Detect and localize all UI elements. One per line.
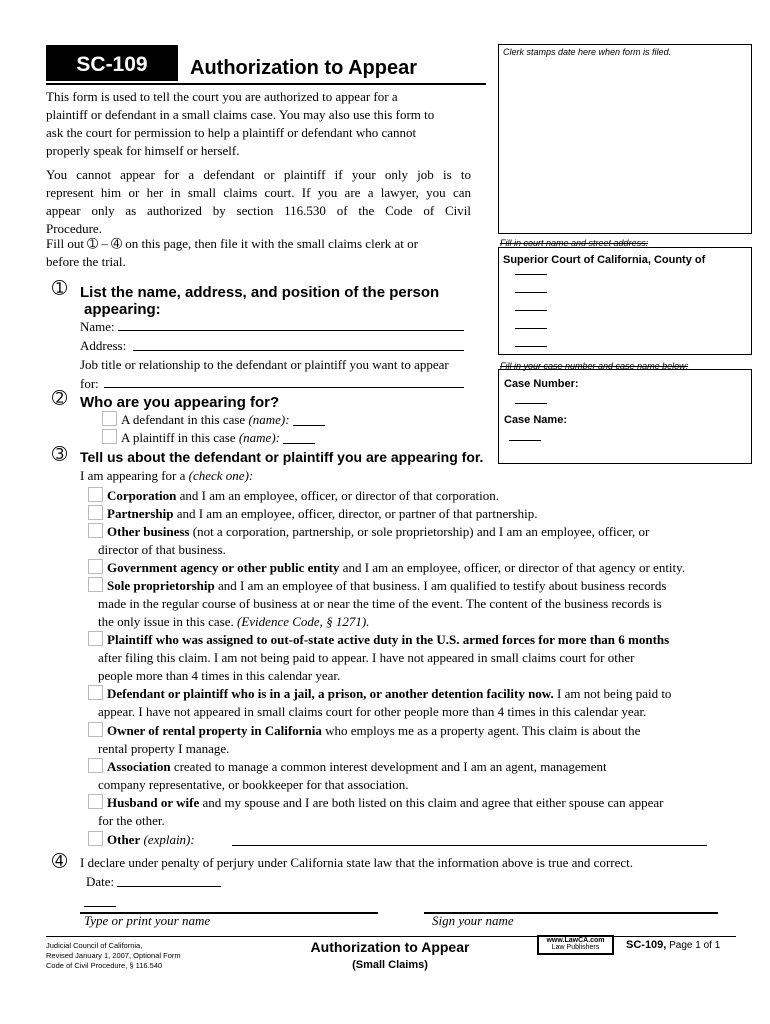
section-3-intro [80,467,253,485]
option-rental-property [88,722,738,758]
option-text: director of that business. [98,542,226,557]
option-title: Other business [107,524,190,539]
section-3-intro-text: I am appearing for a [80,468,189,483]
logo-line: Law Publishers [551,944,600,951]
case-number-line [515,403,547,404]
option-title: Owner of rental property in California [107,723,322,738]
section-1-title [80,284,439,318]
plaintiff-option [102,429,315,447]
court-line [515,310,547,311]
intro-line: Procedure. [46,221,102,236]
option-text: after filing this claim. I am not being paid to appear. I have not appeared in small claims court for other [98,650,635,665]
option-title: Association [107,759,171,774]
plaintiff-checkbox[interactable] [102,429,117,444]
option-text: appear. I have not appeared in small claims court for other people more than 4 times in this calendar year. [98,704,647,719]
court-line [515,292,547,293]
form-id-badge: SC-109 [46,45,178,81]
option-text: (not a corporation, partnership, or sole proprietorship) and I am an employee, officer, or [189,524,650,539]
option-title: Husband or wife [107,795,200,810]
job-title-label: Job title or relationship to the defendant or plaintiff you want to appear [80,357,449,372]
checkbox-partnership[interactable] [88,505,103,520]
footer-title: Authorization to Appear [310,939,470,955]
section-1-title-line: List the name, address, and position of the person [80,284,440,301]
court-line [515,328,547,329]
declaration-text: I declare under penalty of perjury under California state law that the information above is true and correct. [80,855,634,870]
option-partnership [88,505,738,523]
intro-line: plaintiff or defendant in a small claims case. You may also use this form to [46,107,435,122]
option-text: the only issue in this case. [98,614,238,629]
option-armed-forces [88,631,738,685]
checkbox-corporation[interactable] [88,487,103,502]
option-husband-wife [88,794,738,830]
option-text: who employs me as a property agent. This claim is about the [321,723,641,738]
defendant-label: A defendant in this case [121,412,249,427]
option-title: Plaintiff who was assigned to out-of-state active duty in the U.S. armed forces for more than 6 months [107,632,670,647]
option-title: Government agency or other public entity [107,560,340,575]
option-text: and I am an employee, officer, director, or partner of that partnership. [173,506,538,521]
option-title: Other [107,832,141,847]
footer-form-code: SC-109, [626,939,667,951]
checkbox-armed-forces[interactable] [88,631,103,646]
checkbox-other-business[interactable] [88,523,103,538]
option-text: company representative, or bookkeeper for that association. [98,777,409,792]
option-text: created to manage a common interest development and I am an agent, management [170,759,607,774]
clerk-stamp-label: Clerk stamps date here when form is filed. [503,47,672,57]
court-line [515,346,547,347]
name-print-value-line [84,906,116,907]
section-2-title: Who are you appearing for? [80,394,280,411]
name-field[interactable] [118,330,464,331]
option-text: rental property I manage. [98,741,230,756]
option-jail [88,685,738,721]
date-field[interactable] [117,886,221,887]
intro-line: Fill out ➀ – ➃ on this page, then file it with the small claims clerk at or [46,236,418,251]
checkbox-association[interactable] [88,758,103,773]
option-title: Defendant or plaintiff who is in a jail, a prison, or another detention facility now. [107,686,554,701]
case-number-label: Case Number: [504,378,579,390]
section-3-intro-italic: (check one): [188,468,254,483]
sign-name-label: Sign your name [432,913,514,928]
option-title: Corporation [107,488,177,503]
print-name-label: Type or print your name [84,913,211,928]
clerk-stamp-box [498,44,752,234]
checkbox-government[interactable] [88,559,103,574]
option-text: and I am an employee of that business. I am qualified to testify about business records [214,578,667,593]
checkbox-husband-wife[interactable] [88,794,103,809]
section-2-number: ➁ [52,388,68,409]
intro-line: properly speak for himself or herself. [46,143,240,158]
section-1-title-line: appearing: [84,301,161,318]
option-sole-proprietorship [88,577,738,631]
plaintiff-name-label: (name): [238,430,280,445]
court-line [515,274,547,275]
address-field[interactable] [133,350,464,351]
option-association [88,758,738,794]
footer-left-line: Revised January 1, 2007, Optional Form [46,951,181,960]
address-row [80,337,126,355]
option-other [88,831,738,849]
intro-line: This form is used to tell the court you are authorized to appear for a [46,89,398,104]
checkbox-jail[interactable] [88,685,103,700]
checkbox-rental-property[interactable] [88,722,103,737]
option-text: for the other. [98,813,165,828]
publisher-logo [537,935,614,955]
plaintiff-name-field[interactable] [283,435,315,444]
logo-line: www.LawCA.com [546,937,605,944]
address-label: Address: [80,338,127,353]
option-text: people more than 4 times in this calendar year. [98,668,341,683]
job-title-for-label: for: [80,376,99,391]
option-corporation [88,487,738,505]
section-4-number: ➃ [52,851,68,872]
date-label: Date: [86,874,115,889]
option-text: I am not being paid to [553,686,672,701]
case-box-caption: Fill in your case number and case name below: [500,361,689,371]
footer-rule [46,936,736,937]
section-3-number: ➂ [52,444,68,465]
option-government [88,559,768,577]
footer-subtitle: (Small Claims) [352,959,428,971]
intro-paragraph-1 [46,88,486,160]
intro-line: before the trial. [46,254,126,269]
checkbox-sole-proprietorship[interactable] [88,577,103,592]
option-other-business [88,523,738,559]
intro-paragraph-2 [46,166,471,220]
option-text: (explain): [140,832,195,847]
defendant-option [102,411,325,429]
option-text: and I am an employee, officer, or director of that corporation. [176,488,500,503]
footer-left [46,941,181,971]
court-box[interactable] [498,247,752,355]
intro-line: You cannot appear for a defendant or plaintiff if your only job is to [46,167,471,182]
defendant-name-field[interactable] [293,417,325,426]
option-title: Sole proprietorship [107,578,215,593]
defendant-checkbox[interactable] [102,411,117,426]
option-title: Partnership [107,506,174,521]
section-3-title: Tell us about the defendant or plaintiff you are appearing for. [80,449,484,465]
footer-page-number: Page 1 of 1 [666,940,721,951]
footer-page-info [626,939,720,951]
court-box-title: Superior Court of California, County of [503,254,706,266]
intro-line: appear only as authorized by section 116.530 of the Code of Civil [46,203,471,218]
option-text-line [88,613,738,631]
section-1-number: ➀ [52,278,68,299]
intro-paragraph-3 [46,235,486,271]
option-text: and my spouse and I are both listed on this claim and agree that either spouse can appear [199,795,664,810]
footer-left-line: Judicial Council of California, [46,941,143,950]
name-label: Name: [80,319,115,334]
name-row [80,318,115,336]
option-text: and I am an employee, officer, or director of that agency or entity. [339,560,686,575]
other-explain-field[interactable] [232,845,707,846]
case-name-label: Case Name: [504,414,567,426]
footer-left-line: Code of Civil Procedure, § 116.540 [46,961,163,970]
header-rule [46,83,486,85]
intro-line: ask the court for permission to help a plaintiff or defendant who cannot [46,125,417,140]
job-title-field[interactable] [104,387,464,388]
form-title: Authorization to Appear [190,57,418,79]
option-citation: (Evidence Code, § 1271). [237,614,370,629]
option-text: made in the regular course of business at or near the time of the event. The content of the business records is [98,596,662,611]
case-box[interactable] [498,369,752,464]
case-name-line [509,440,541,441]
defendant-name-label: (name): [248,412,290,427]
court-box-caption: Fill in court name and street address: [500,238,649,248]
plaintiff-label: A plaintiff in this case [121,430,239,445]
checkbox-other[interactable] [88,831,103,846]
intro-line: represent him or her in small claims court. If you are a lawyer, you can [46,185,471,200]
